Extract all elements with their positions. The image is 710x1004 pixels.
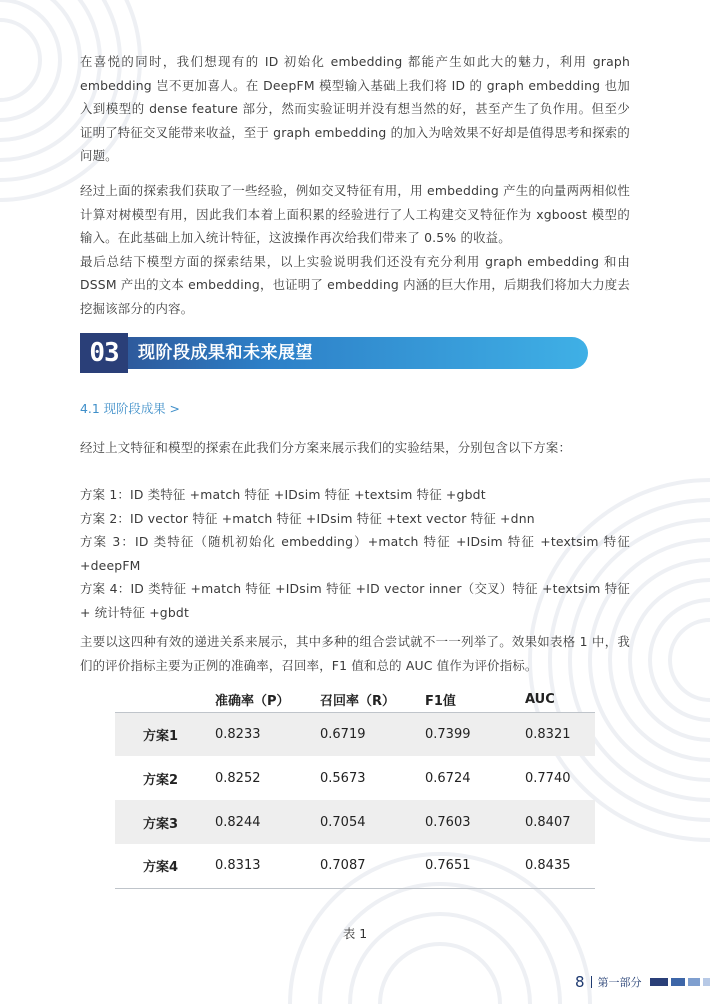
plan-item-3: 方案 3：ID 类特征（随机初始化 embedding）+match 特征 +IDsim 特征 +textsim 特征 +deepFM xyxy=(80,534,630,573)
paragraph: 主要以这四种有效的递进关系来展示，其中多种的组合尝试就不一一列举了。效果如表格 1 中，我们的评价指标主要为正例的准确率，召回率，F1 值和总的 AUC 值作为评价指标。 xyxy=(80,634,630,673)
footer-decoration-bars xyxy=(650,978,710,986)
table-header-cell: F1值 xyxy=(425,688,525,712)
section-title: 现阶段成果和未来展望 xyxy=(138,343,313,363)
paragraph: 经过上文特征和模型的探索在此我们分方案来展示我们的实验结果，分别包含以下方案： xyxy=(80,440,572,455)
table-cell: 0.7399 xyxy=(425,712,525,756)
section-banner xyxy=(80,333,590,373)
footer-section-label: 第一部分 xyxy=(597,976,642,989)
table-row xyxy=(115,756,595,800)
subsection-heading: 4.1 现阶段成果 > xyxy=(80,401,180,416)
table-cell: 0.8244 xyxy=(215,800,320,844)
section-number: 03 xyxy=(89,338,119,368)
paragraph: 在喜悦的同时，我们想现有的 ID 初始化 embedding 都能产生如此大的魅力，利用 graph embedding 岂不更加喜人。在 DeepFM 模型输入基础上我们将 ID 的 graph embedding 也加入到模型的 dense feature 部分，然而实验证明并没有想当然的好，甚至产生了负作用。但至少证明了特征交叉能带来收益，至于 graph embedding 的加入为啥效果不好却是值得思考和探索的问题。 xyxy=(80,54,630,164)
table-header-row xyxy=(115,688,595,712)
footer-divider xyxy=(591,976,592,988)
table-cell: 0.8435 xyxy=(525,844,595,888)
plan-list xyxy=(80,483,630,625)
exploration-paragraph-block xyxy=(80,179,630,321)
table-header-cell: AUC xyxy=(525,688,595,712)
table-cell: 0.8252 xyxy=(215,770,261,786)
table-cell: 0.6719 xyxy=(320,712,425,756)
page-number: 8 xyxy=(575,973,585,991)
table-cell: 0.8313 xyxy=(215,844,320,888)
plan-item-4: 方案 4：ID 类特征 +match 特征 +IDsim 特征 +ID vector inner（交叉）特征 +textsim 特征 + 统计特征 +gbdt xyxy=(80,581,630,620)
table-cell: 方案4 xyxy=(115,844,215,888)
table-cell: 0.6724 xyxy=(425,770,471,786)
table-cell: 0.8407 xyxy=(525,800,595,844)
page-footer xyxy=(575,972,642,992)
table-cell: 0.7087 xyxy=(320,844,425,888)
table-cell: 方案1 xyxy=(115,712,215,756)
table-header-cell xyxy=(115,688,215,712)
table-cell: 0.7054 xyxy=(320,800,425,844)
footer-bar xyxy=(671,978,685,986)
table-row xyxy=(115,800,595,844)
table-cell: 方案3 xyxy=(115,800,215,844)
paragraph: 最后总结下模型方面的探索结果，以上实验说明我们还没有充分利用 graph embedding 和由 DSSM 产出的文本 embedding，也证明了 embedding 内涵的巨大作用，后期我们将加大力度去挖掘该部分的内容。 xyxy=(80,253,630,316)
plan-item-2: 方案 2：ID vector 特征 +match 特征 +IDsim 特征 +text vector 特征 +dnn xyxy=(80,510,535,526)
paragraph: 经过上面的探索我们获取了一些经验，例如交叉特征有用，用 embedding 产生的向量两两相似性计算对树模型有用，因此我们本着上面积累的经验进行了人工构建交叉特征作为 xgboost 模型的输入。在此基础上加入统计特征，这波操作再次给我们带来了 0.5% 的收益。 xyxy=(80,183,630,246)
table-cell: 0.7603 xyxy=(425,800,525,844)
table-row xyxy=(115,844,595,888)
table-cell: 0.8321 xyxy=(525,712,595,756)
table-header-cell: 召回率（R） xyxy=(320,688,425,712)
plan-item-1: 方案 1：ID 类特征 +match 特征 +IDsim 特征 +textsim 特征 +gbdt xyxy=(80,487,486,502)
footer-bar xyxy=(650,978,668,986)
table-caption: 表 1 xyxy=(342,926,368,941)
results-table xyxy=(115,688,595,889)
intro-paragraph-block xyxy=(80,50,630,168)
table-cell: 0.7740 xyxy=(525,770,571,786)
table-cell: 0.5673 xyxy=(320,770,366,786)
table-cell: 0.8233 xyxy=(215,712,320,756)
table-header-cell: 准确率（P） xyxy=(215,688,320,712)
results-intro xyxy=(80,436,630,460)
table-cell: 0.7651 xyxy=(425,844,525,888)
footer-bar xyxy=(688,978,700,986)
table-cell: 方案2 xyxy=(143,772,179,788)
footer-bar xyxy=(703,978,710,986)
table-row xyxy=(115,712,595,756)
summary-paragraph xyxy=(80,630,630,677)
